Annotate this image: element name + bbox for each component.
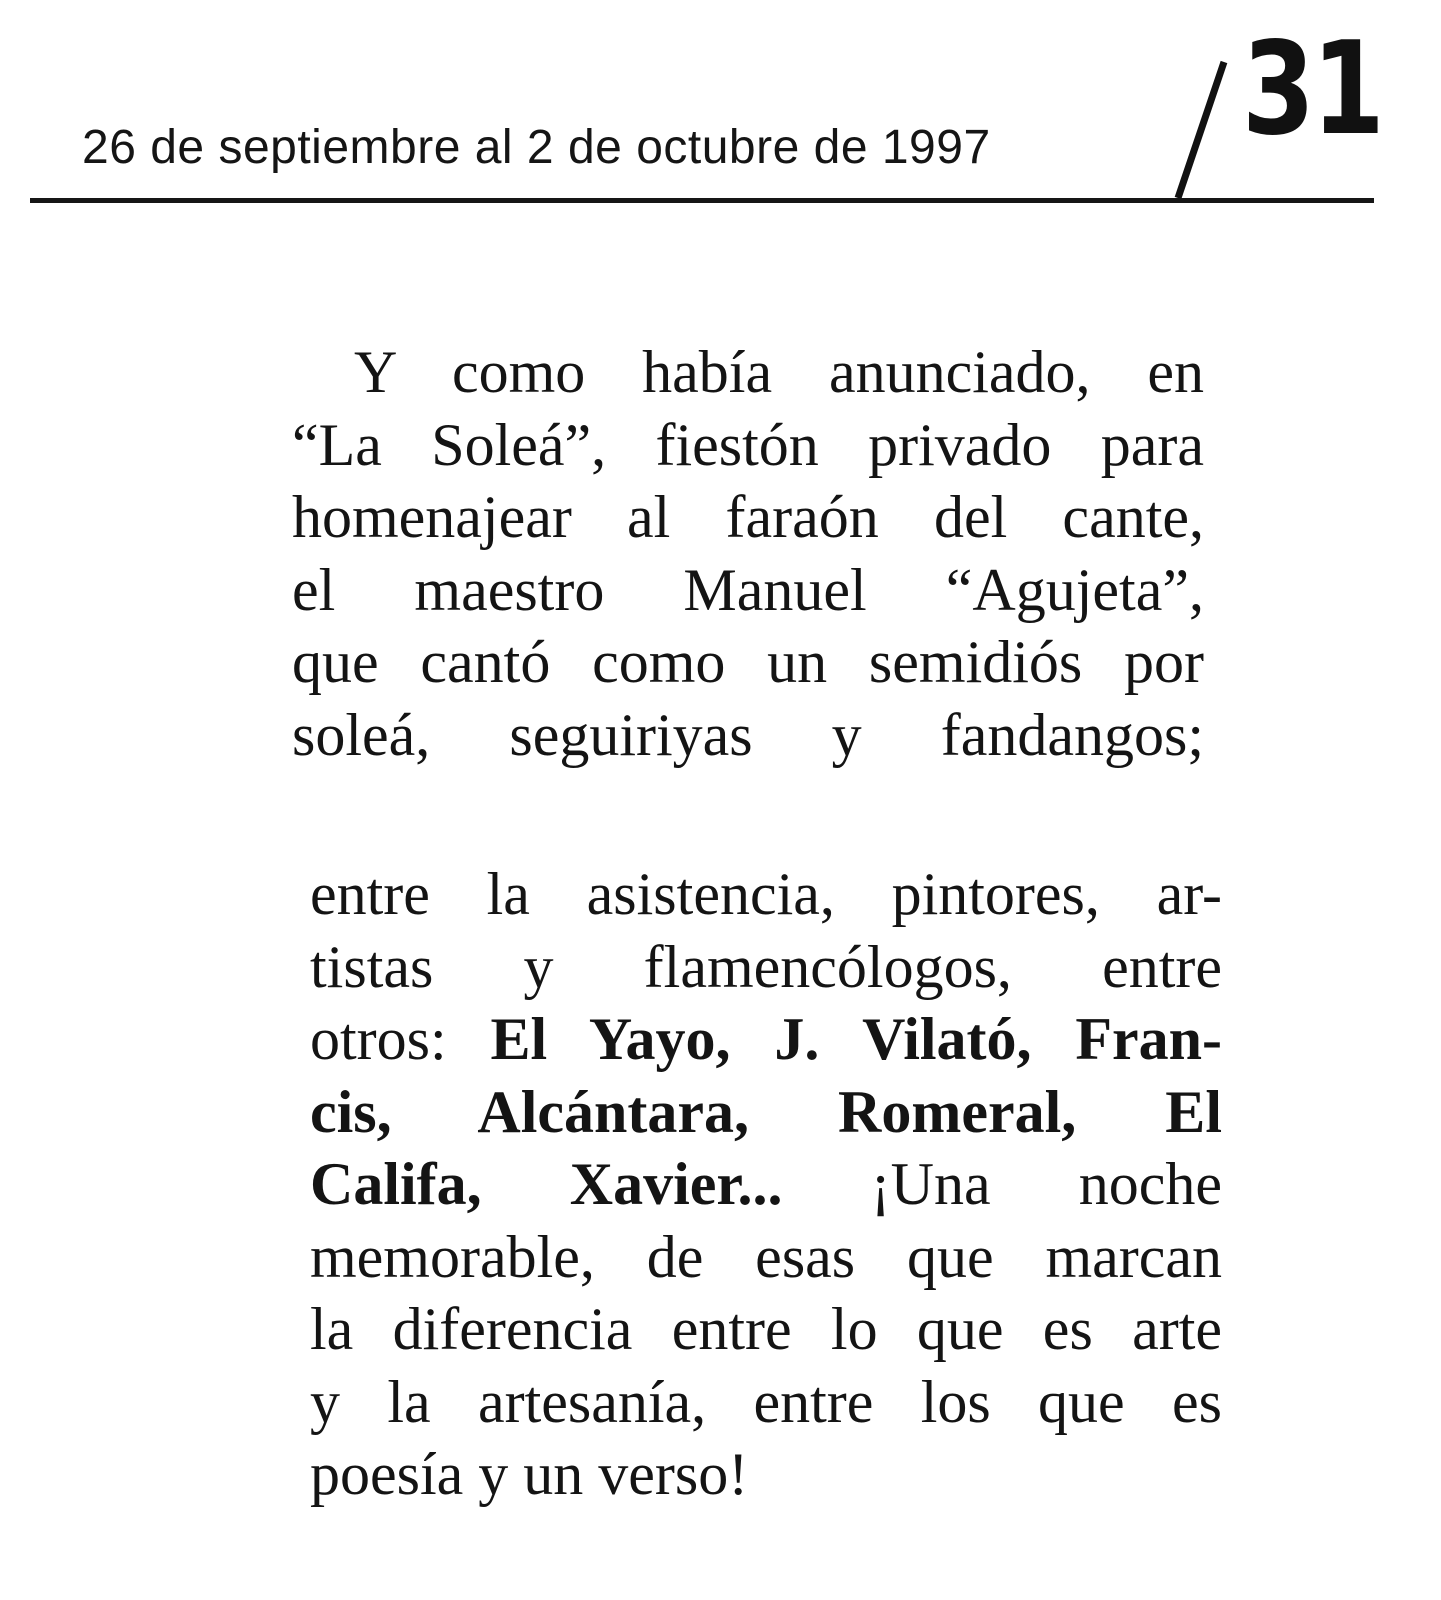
text-line: poesía y un verso! [310, 1441, 749, 1507]
text-line: Y como había anunciado, en [354, 339, 1204, 405]
text-segment: otros: [310, 1006, 491, 1072]
text-line: la diferencia entre lo que es arte [310, 1296, 1222, 1362]
text-segment: ¡Una noche [782, 1151, 1223, 1217]
text-line: “La Soleá”, fiestón privado para [292, 411, 1204, 478]
text-line: homenajear al faraón del cante, [292, 484, 1204, 550]
text-line: memorable, de esas que marcan [310, 1223, 1222, 1290]
text-line: que cantó como un semidiós por [292, 629, 1204, 695]
text-line-mixed [310, 1003, 1222, 1076]
text-line: y la artesanía, entre los que es [310, 1368, 1222, 1435]
text-line: soleá, seguiriyas y fandangos; [292, 701, 1204, 768]
bold-names: El Yayo, J. Vilató, Fran- [490, 1006, 1222, 1072]
header-slash-divider [1170, 60, 1230, 200]
text-line: tistas y flamencólogos, entre [310, 933, 1222, 1000]
bold-names: Califa, Xavier... [310, 1151, 783, 1217]
text-line-mixed [310, 1148, 1222, 1221]
article-paragraph-2 [310, 858, 1222, 1511]
bold-names: cis, Alcántara, Romeral, El [310, 1078, 1222, 1145]
text-line: el maestro Manuel “Agujeta”, [292, 556, 1204, 623]
page-header [30, 15, 1400, 208]
issue-date-range: 26 de septiembre al 2 de octubre de 1997 [82, 121, 991, 174]
page-number: 31 [1242, 15, 1382, 164]
header-rule [30, 198, 1374, 203]
text-line: entre la asistencia, pintores, ar- [310, 861, 1222, 927]
article-paragraph-1 [292, 336, 1204, 771]
